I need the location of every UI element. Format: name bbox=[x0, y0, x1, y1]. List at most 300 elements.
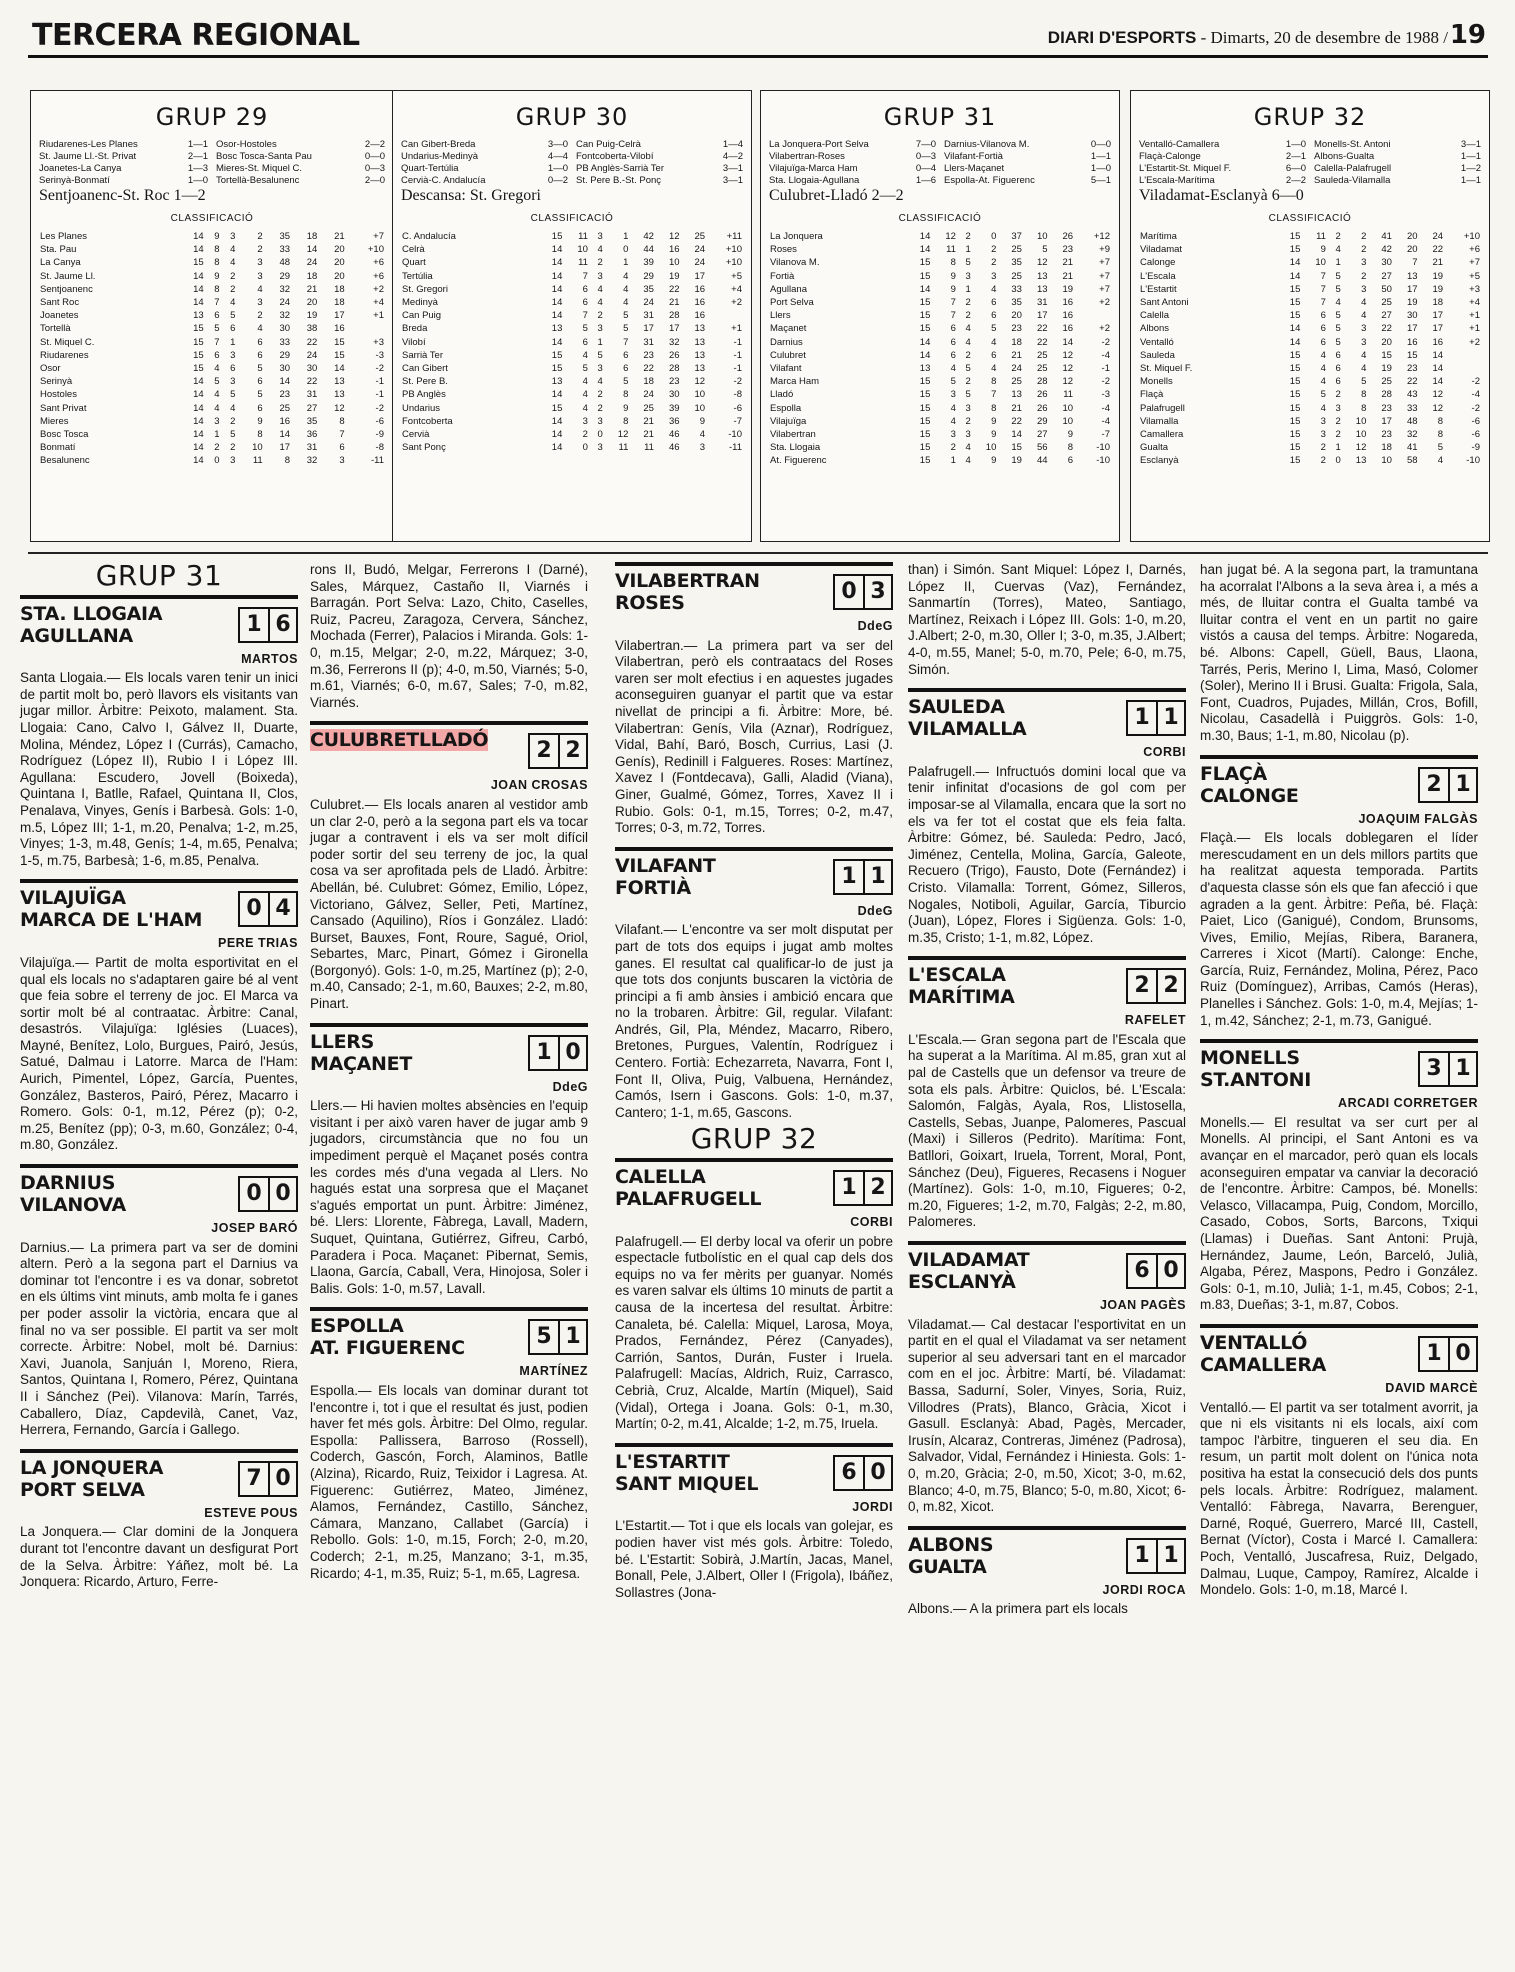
stat-cell: 15 bbox=[919, 297, 931, 309]
stat-cell: 18 bbox=[334, 297, 345, 309]
stat-cell: 3 bbox=[597, 362, 603, 374]
stat-cell: 5 bbox=[1437, 442, 1444, 454]
stat-cell: 7 bbox=[1412, 257, 1418, 269]
stat-cell: +2 bbox=[1099, 323, 1110, 335]
stat-cell: 11 bbox=[1063, 389, 1074, 401]
stat-cell: 4 bbox=[950, 402, 956, 414]
stat-cell: +10 bbox=[725, 244, 742, 256]
classification-table bbox=[1139, 230, 1481, 467]
team-name: Bosc Tosca bbox=[40, 428, 89, 440]
stat-cell: 14 bbox=[551, 283, 563, 295]
stat-cell bbox=[1074, 309, 1111, 322]
table-row bbox=[769, 401, 1111, 414]
stat-cell: 4 bbox=[699, 428, 706, 440]
match-header bbox=[908, 1526, 1186, 1580]
table-row bbox=[39, 283, 385, 296]
stat-cell: 6 bbox=[230, 362, 236, 374]
stat-cell: 5 bbox=[623, 376, 629, 388]
table-row bbox=[401, 375, 743, 388]
stat-cell: 3 bbox=[230, 455, 236, 467]
stat-cell: 13 bbox=[551, 376, 563, 388]
table-row bbox=[1139, 454, 1481, 467]
stat-cell: 30 bbox=[306, 362, 318, 374]
stat-cell: +1 bbox=[373, 310, 384, 322]
reporter-name: ARCADI CORRETGER bbox=[1338, 1096, 1478, 1111]
away-team: PORT SELVA bbox=[20, 1478, 145, 1501]
stat-cell: 4 bbox=[1320, 349, 1326, 361]
stat-cell: 2 bbox=[1335, 389, 1341, 401]
stat-cell: 8 bbox=[214, 283, 220, 295]
stat-cell: 19 bbox=[1432, 270, 1444, 282]
stat-cell: 22 bbox=[306, 336, 318, 348]
stat-cell: 8 bbox=[1437, 415, 1444, 427]
stat-cell: 15 bbox=[193, 362, 204, 374]
column-3 bbox=[615, 562, 893, 1611]
stat-cell: -3 bbox=[375, 349, 384, 361]
classification-table bbox=[769, 230, 1111, 467]
stat-cell: 16 bbox=[694, 310, 706, 322]
match-header bbox=[310, 1307, 588, 1361]
stat-cell: 10 bbox=[1355, 428, 1367, 440]
result-score: 4—4 bbox=[547, 151, 568, 162]
team-name: Undarius bbox=[402, 402, 441, 414]
stat-cell: 31 bbox=[306, 389, 318, 401]
column-4 bbox=[908, 562, 1186, 1628]
stat-cell: 13 bbox=[1355, 455, 1367, 467]
stat-cell: 1 bbox=[230, 336, 236, 348]
stat-cell: 8 bbox=[284, 455, 291, 467]
results-column bbox=[401, 139, 568, 187]
match-report bbox=[310, 1307, 588, 1582]
stat-cell: 46 bbox=[668, 442, 680, 454]
stat-cell: 5 bbox=[623, 310, 629, 322]
home-team: VILAFANT bbox=[615, 854, 716, 877]
report-text: Vilabertran.— La primera part va ser del Vilabertran, però els contraatacs del Roses varen ser molt efectius i en aquestes jugades aconseguiren guanyar el partit que va estar nivellat de principi a fi. Àrbitre: More, bé. Vilabertran: Genís, Vila (Aznar), Rodríguez, Vidal, Bahí, Baró, Bosch, Currius, Lasi (J. Genís), Redinill i Falgueres. Roses: Martínez, Xavez I (Fontdecava), Galli, Aladid (Viana), Giner, Gualmé, Gómez, Torres, Xavez II i Rubio. Gols: 0-1, m.15, Torres; 0-2, m.47, Torres; 0-3, m.72, Torres. bbox=[615, 637, 893, 836]
stat-cell: 2 bbox=[1361, 244, 1367, 256]
stat-cell: 3 bbox=[1335, 402, 1341, 414]
stat-cell: 20 bbox=[334, 270, 345, 282]
stat-cell: 14 bbox=[1011, 428, 1022, 440]
stat-cell: 31 bbox=[306, 442, 318, 454]
stat-cell: 43 bbox=[1406, 389, 1418, 401]
stat-cell: 16 bbox=[334, 323, 345, 335]
stat-cell: 35 bbox=[643, 283, 654, 295]
fixture: Calella-Palafrugell bbox=[1314, 163, 1392, 174]
away-team: PALAFRUGELL bbox=[615, 1188, 762, 1211]
stat-cell: 22 bbox=[1011, 415, 1022, 427]
report-text: Santa Llogaia.— Els locals varen tenir un inici de partit molt bo, però llavors els visitants van jugar millor. Àrbitre: Peixoto, malament. Sta. Llogaia: Cano, Calvo I, Gálvez II, Duarte, Molina, Méndez, López I (Currás), Camacho, Rodríguez (López II), Rubio I i López III. Agullana: Escudero, Jovell (Boixeda), Quintana I, Batlle, Rafael, Quintana II, Clos, Penalava, Vinyes, Genís i Barbesà. Gols: 1-0, m.5, López III; 1-1, m.20, Penalva; 1-2, m.25, Vinyes; 1-3, m.48, Genís; 1-4, m.65, Penalva; 1-5, m.75, Barbesà; 1-6, m.85, Penalva. bbox=[20, 670, 298, 868]
stat-cell: 6 bbox=[950, 323, 956, 335]
reporter-name: RAFELET bbox=[1124, 1013, 1186, 1028]
stat-cell: 4 bbox=[582, 402, 588, 414]
stat-cell: 56 bbox=[1036, 442, 1048, 454]
table-row bbox=[1139, 428, 1481, 441]
stat-cell: 4 bbox=[214, 389, 220, 401]
stat-cell: 7 bbox=[582, 270, 588, 282]
stat-cell: 24 bbox=[306, 349, 318, 361]
stat-cell: 3 bbox=[339, 455, 345, 467]
away-team: FORTIÀ bbox=[615, 876, 691, 899]
stat-cell: 8 bbox=[991, 402, 997, 414]
stat-cell: 8 bbox=[1361, 402, 1367, 414]
team-name: Monells bbox=[1140, 376, 1173, 388]
stat-cell: -8 bbox=[375, 442, 384, 454]
stat-cell: 17 bbox=[643, 323, 654, 335]
stat-cell: 2 bbox=[1320, 455, 1326, 467]
stat-cell: 10 bbox=[1062, 415, 1074, 427]
result-row bbox=[944, 151, 1111, 163]
stat-cell: 48 bbox=[1406, 415, 1418, 427]
team-name: St. Miquel C. bbox=[40, 336, 95, 348]
extra-result: Descansa: St. Gregori bbox=[401, 187, 541, 204]
stat-cell: 21 bbox=[1062, 270, 1074, 282]
stat-cell: 33 bbox=[279, 244, 291, 256]
team-name: Viladamat bbox=[1140, 244, 1183, 256]
stat-cell: 19 bbox=[1432, 283, 1444, 295]
stat-cell: +2 bbox=[1469, 336, 1480, 348]
stat-cell: 14 bbox=[193, 402, 204, 414]
stat-cell: +2 bbox=[373, 283, 384, 295]
team-name: Vilobí bbox=[402, 336, 426, 348]
stat-cell: 3 bbox=[1361, 323, 1367, 335]
stat-cell: -1 bbox=[375, 389, 384, 401]
stat-cell: 12 bbox=[1036, 257, 1048, 269]
stat-cell: -4 bbox=[1101, 349, 1110, 361]
result-row bbox=[769, 139, 936, 151]
team-name: Celrà bbox=[402, 244, 425, 256]
results-column bbox=[1139, 139, 1306, 187]
stat-cell: 1 bbox=[623, 257, 629, 269]
away-score: 6 bbox=[268, 609, 296, 641]
stat-cell: -2 bbox=[1471, 376, 1480, 388]
table-row bbox=[39, 388, 385, 401]
stat-cell: 21 bbox=[1011, 349, 1022, 361]
stat-cell: 5 bbox=[230, 389, 236, 401]
stat-cell: 35 bbox=[1011, 257, 1022, 269]
stat-cell: 16 bbox=[1432, 336, 1444, 348]
stat-cell: 14 bbox=[919, 336, 931, 348]
extra-result: Culubret-Lladó 2—2 bbox=[769, 187, 904, 204]
stat-cell: +7 bbox=[1469, 257, 1480, 269]
stat-cell: 5 bbox=[1042, 244, 1048, 256]
report-text: La Jonquera.— Clar domini de la Jonquera durant tot l'encontre davant un desfigurat Port de la Selva. Àrbitre: Yáñez, molt bé. La Jonquera: Ricardo, Arturo, Ferre- bbox=[20, 1524, 298, 1590]
stat-cell: -11 bbox=[728, 442, 742, 454]
stat-cell: 4 bbox=[597, 244, 603, 256]
table-row bbox=[39, 256, 385, 269]
result-score: 7—0 bbox=[915, 139, 936, 150]
score-box bbox=[1126, 700, 1186, 736]
score-box bbox=[833, 1170, 893, 1206]
stat-cell: 14 bbox=[334, 362, 345, 374]
stat-cell: 4 bbox=[230, 257, 236, 269]
results-column bbox=[944, 139, 1111, 187]
fixture: Serinyà-Bonmatí bbox=[39, 175, 110, 186]
stat-cell: 8 bbox=[950, 257, 956, 269]
stat-cell: 22 bbox=[1432, 244, 1444, 256]
stat-cell: 15 bbox=[919, 442, 931, 454]
score-box bbox=[528, 1319, 588, 1355]
stat-cell: 2 bbox=[582, 428, 588, 440]
stat-cell: 14 bbox=[1062, 336, 1074, 348]
stat-cell: +6 bbox=[373, 257, 384, 269]
home-team: VILADAMAT bbox=[908, 1249, 1030, 1271]
result-score: 6—0 bbox=[1285, 163, 1306, 174]
table-row bbox=[769, 230, 1111, 243]
stat-cell: +7 bbox=[1099, 257, 1110, 269]
stat-cell: 16 bbox=[668, 244, 680, 256]
away-team: VILANOVA bbox=[20, 1194, 126, 1217]
stat-cell: 11 bbox=[1316, 231, 1326, 243]
result-row bbox=[944, 175, 1111, 187]
stat-cell: 38 bbox=[306, 323, 318, 335]
stat-cell: 24 bbox=[1432, 231, 1444, 243]
stat-cell: 2 bbox=[1335, 231, 1341, 243]
stat-cell bbox=[1444, 362, 1481, 375]
stat-cell: 15 bbox=[919, 323, 931, 335]
team-name: Gualta bbox=[1140, 442, 1168, 454]
column-5 bbox=[1200, 562, 1478, 1609]
stat-cell: 3 bbox=[230, 349, 236, 361]
stat-cell: 14 bbox=[193, 270, 204, 282]
stat-cell: 28 bbox=[1036, 376, 1048, 388]
stat-cell: 4 bbox=[623, 283, 629, 295]
stat-cell: 6 bbox=[1335, 349, 1341, 361]
stat-cell: 24 bbox=[1011, 362, 1022, 374]
stat-cell: 5 bbox=[1335, 336, 1341, 348]
home-team: VILAJUÏGA bbox=[20, 887, 126, 910]
stat-cell: 15 bbox=[919, 402, 931, 414]
stat-cell: 1 bbox=[965, 283, 971, 295]
table-row bbox=[1139, 283, 1481, 296]
stat-cell: 4 bbox=[1320, 376, 1326, 388]
table-row bbox=[769, 375, 1111, 388]
team-name: Tertúlia bbox=[402, 270, 433, 282]
result-score: 1—1 bbox=[187, 139, 208, 150]
home-score: 6 bbox=[1134, 1258, 1150, 1283]
match-report bbox=[615, 1443, 893, 1602]
stat-cell: 15 bbox=[193, 323, 204, 335]
issue-date bbox=[1048, 28, 1448, 48]
fixture: Cervià-C. Andalucía bbox=[401, 175, 486, 186]
result-row bbox=[216, 139, 385, 151]
stat-cell: 50 bbox=[1381, 283, 1392, 295]
team-name: Vilajuïga bbox=[770, 415, 807, 427]
stat-cell: 25 bbox=[1011, 376, 1022, 388]
stat-cell: 12 bbox=[617, 428, 629, 440]
result-row bbox=[216, 163, 385, 175]
stat-cell: 31 bbox=[1036, 297, 1048, 309]
stat-cell: 1 bbox=[1335, 442, 1341, 454]
stat-cell: 5 bbox=[257, 389, 263, 401]
fixture: Ventalló-Camallera bbox=[1139, 139, 1220, 150]
result-row bbox=[401, 163, 568, 175]
stat-cell: 15 bbox=[1289, 349, 1301, 361]
stat-cell: 2 bbox=[950, 442, 956, 454]
stat-cell: 8 bbox=[214, 244, 220, 256]
stat-cell: 17 bbox=[1036, 310, 1048, 322]
match-header bbox=[1200, 1039, 1478, 1093]
stat-cell: 13 bbox=[694, 336, 706, 348]
home-score: 1 bbox=[841, 1175, 857, 1201]
team-name: Vilanova M. bbox=[770, 257, 820, 269]
table-row bbox=[1139, 362, 1481, 375]
stat-cell: 5 bbox=[230, 310, 236, 322]
report-text: L'Escala.— Gran segona part de l'Escala que ha superat a la Marítima. Al m.85, gran xut al pal de Castells que un defensor va treure de sota els pals. Àrbitre: Quiclos, bé. L'Escala: Salomón, Falgàs, Ayala, Ros, Llistosella, Castells, Sebas, Juanpe, Palomeres, Pascual (Maxi) i Silleros (Pedrito). Marítima: Font, Batllori, Goixart, Iruela, Torrent, Moral, Pont, Sánchez (Deu), Figueres, Recasens i Noguer (Martínez). Gols: 1-0, m.10, Figueres; 0-2, m.20, Figueres; 1-2, m.70, Falgàs; 2-2, m.80, Palomeres. bbox=[908, 1031, 1186, 1230]
stat-cell: 18 bbox=[643, 376, 654, 388]
result-row bbox=[39, 163, 208, 175]
reporter-name: DdeG bbox=[857, 619, 893, 633]
stat-cell: 7 bbox=[339, 428, 345, 440]
fixture: St. Jaume Ll.-St. Privat bbox=[39, 151, 137, 162]
stat-cell: 10 bbox=[577, 244, 588, 256]
score-box bbox=[1126, 1253, 1186, 1289]
stat-cell: 3 bbox=[597, 323, 603, 335]
stat-cell: 6 bbox=[214, 310, 220, 322]
result-row bbox=[216, 151, 385, 163]
stat-cell: 25 bbox=[643, 402, 654, 414]
report-text: L'Estartit.— Tot i que els locals van golejar, es podien haver vist més gols. Àrbitre: Toledo, bé. L'Estartit: Sobirà, J.Martín, Jacas, Manel, Bonall, Pele, J.Albert, Oller I (Frigola), Ibáñez, Sollastres (Jona- bbox=[615, 1518, 893, 1600]
stat-cell: -11 bbox=[370, 455, 384, 467]
stat-cell: 14 bbox=[193, 428, 204, 440]
stat-cell: 3 bbox=[1320, 415, 1326, 427]
stat-cell: 14 bbox=[919, 283, 931, 295]
stat-cell: 2 bbox=[991, 257, 997, 269]
report-text: Viladamat.— Cal destacar l'esportivitat en un partit en el qual el Viladamat va ser netament superior al seu adversari tant en el marcador com en el joc. Àrbitre: Martí, bé. Viladamat: Bassa, Sadurní, Soler, Vinyes, Soria, Ruiz, Villodres (Prats), Blanco, Gràcia, Xicot i Gasull. Esclanyà: Abad, Pagès, Mercader, Irusín, Alcaraz, Contreras, Jiménez (Padrosa), Salvador, Vidal, Fernández i Hiniesta. Gols: 1-0, m.20, Gràcia; 2-0, m.50, Xicot; 3-0, m.62, Blanco; 4-0, m.75, Blanco; 5-0, m.80, Xicot; 6-0, m.82, Xicot. bbox=[908, 1316, 1186, 1515]
stat-cell: 14 bbox=[193, 297, 204, 309]
stat-cell: 14 bbox=[551, 270, 563, 282]
stat-cell: +4 bbox=[1469, 297, 1480, 309]
table-row bbox=[39, 309, 385, 322]
team-name: Sauleda bbox=[1140, 349, 1175, 361]
team-name: Ventalló bbox=[1140, 336, 1174, 348]
table-row bbox=[769, 362, 1111, 375]
stat-cell: 15 bbox=[1289, 415, 1301, 427]
stat-cell: 4 bbox=[991, 283, 997, 295]
score-box bbox=[238, 1461, 298, 1497]
stat-cell: 14 bbox=[551, 389, 563, 401]
group-title: GRUP 31 bbox=[883, 103, 997, 131]
score-box bbox=[1126, 968, 1186, 1004]
stat-cell: 2 bbox=[965, 310, 971, 322]
table-row bbox=[39, 336, 385, 349]
stat-cell: 4 bbox=[1320, 402, 1326, 414]
team-name: Palafrugell bbox=[1140, 402, 1185, 414]
stat-cell: 10 bbox=[694, 389, 706, 401]
match-header bbox=[1200, 755, 1478, 809]
result-score: 0—2 bbox=[547, 175, 568, 186]
team-name: Sant Antoni bbox=[1140, 297, 1189, 309]
team-name: Quart bbox=[402, 257, 426, 269]
team-name: Sarrià Ter bbox=[402, 349, 444, 361]
standings-box bbox=[760, 90, 1120, 542]
stat-cell: 9 bbox=[623, 402, 629, 414]
fixture: Can Puig-Celrà bbox=[576, 139, 641, 150]
score-box bbox=[1126, 1538, 1186, 1574]
stat-cell: 13 bbox=[334, 376, 345, 388]
stat-cell: 15 bbox=[1289, 231, 1301, 243]
stat-cell: 15 bbox=[1011, 442, 1022, 454]
stat-cell: 20 bbox=[334, 244, 345, 256]
stat-cell: 26 bbox=[1036, 389, 1048, 401]
stat-cell: 3 bbox=[1361, 283, 1367, 295]
stat-cell: 9 bbox=[214, 231, 220, 243]
fixture: Undarius-Medinyà bbox=[401, 151, 479, 162]
table-row bbox=[1139, 309, 1481, 322]
table-row bbox=[769, 415, 1111, 428]
match-report bbox=[1200, 1039, 1478, 1314]
result-score: 0—0 bbox=[1090, 139, 1111, 150]
stat-cell: 26 bbox=[1062, 231, 1074, 243]
reporter-name: JORDI ROCA bbox=[1102, 1582, 1186, 1597]
home-team: STA. LLOGAIA bbox=[20, 602, 163, 625]
stat-cell: 5 bbox=[1335, 283, 1341, 295]
team-name: Roses bbox=[770, 244, 797, 256]
stat-cell: 4 bbox=[230, 297, 236, 309]
result-row bbox=[576, 175, 743, 187]
team-name: Sta. Llogaia bbox=[770, 442, 821, 454]
stat-cell: 14 bbox=[1289, 336, 1301, 348]
away-team: ROSES bbox=[615, 592, 685, 614]
results-column bbox=[769, 139, 936, 187]
stat-cell: 4 bbox=[230, 244, 236, 256]
home-score: 0 bbox=[246, 896, 262, 922]
stat-cell: 8 bbox=[623, 389, 629, 401]
stat-cell: 10 bbox=[668, 257, 680, 269]
stat-cell: 5 bbox=[1320, 389, 1326, 401]
table-row bbox=[401, 336, 743, 349]
stat-cell: 1 bbox=[1335, 257, 1341, 269]
stat-cell: 9 bbox=[991, 415, 997, 427]
team-name: Lladó bbox=[770, 389, 794, 401]
stat-cell: 15 bbox=[919, 270, 931, 282]
stat-cell: 14 bbox=[1432, 349, 1444, 361]
stat-cell: 4 bbox=[991, 336, 997, 348]
stat-cell: 11 bbox=[578, 231, 588, 243]
team-name: Fontcoberta bbox=[402, 415, 453, 427]
stat-cell bbox=[1444, 349, 1481, 362]
team-name: Can Gibert bbox=[402, 362, 448, 374]
table-row bbox=[769, 270, 1111, 283]
stat-cell: 2 bbox=[965, 349, 971, 361]
stat-cell: 6 bbox=[1320, 323, 1326, 335]
result-score: 2—1 bbox=[1285, 151, 1306, 162]
stat-cell: 22 bbox=[643, 362, 654, 374]
page-number: 19 bbox=[1449, 20, 1486, 50]
table-row bbox=[39, 349, 385, 362]
table-row bbox=[39, 441, 385, 454]
stat-cell: 2 bbox=[965, 231, 971, 243]
stat-cell: +1 bbox=[1469, 310, 1480, 322]
table-row bbox=[401, 270, 743, 283]
stat-cell: 14 bbox=[551, 415, 563, 427]
results-column bbox=[576, 139, 743, 187]
table-row bbox=[769, 322, 1111, 335]
stat-cell: 41 bbox=[1381, 231, 1392, 243]
home-team: LLERS bbox=[310, 1030, 375, 1053]
stat-cell: 28 bbox=[668, 310, 680, 322]
stat-cell: 22 bbox=[306, 376, 318, 388]
stat-cell: 12 bbox=[1062, 362, 1074, 374]
team-name: Breda bbox=[402, 323, 428, 335]
result-row bbox=[401, 139, 568, 151]
stat-cell: 9 bbox=[257, 415, 263, 427]
results-list bbox=[769, 139, 1111, 187]
stat-cell: 2 bbox=[1361, 270, 1367, 282]
table-row bbox=[769, 454, 1111, 467]
stat-cell: 11 bbox=[644, 442, 654, 454]
team-name: Espolla bbox=[770, 402, 802, 414]
stat-cell: 19 bbox=[668, 270, 680, 282]
